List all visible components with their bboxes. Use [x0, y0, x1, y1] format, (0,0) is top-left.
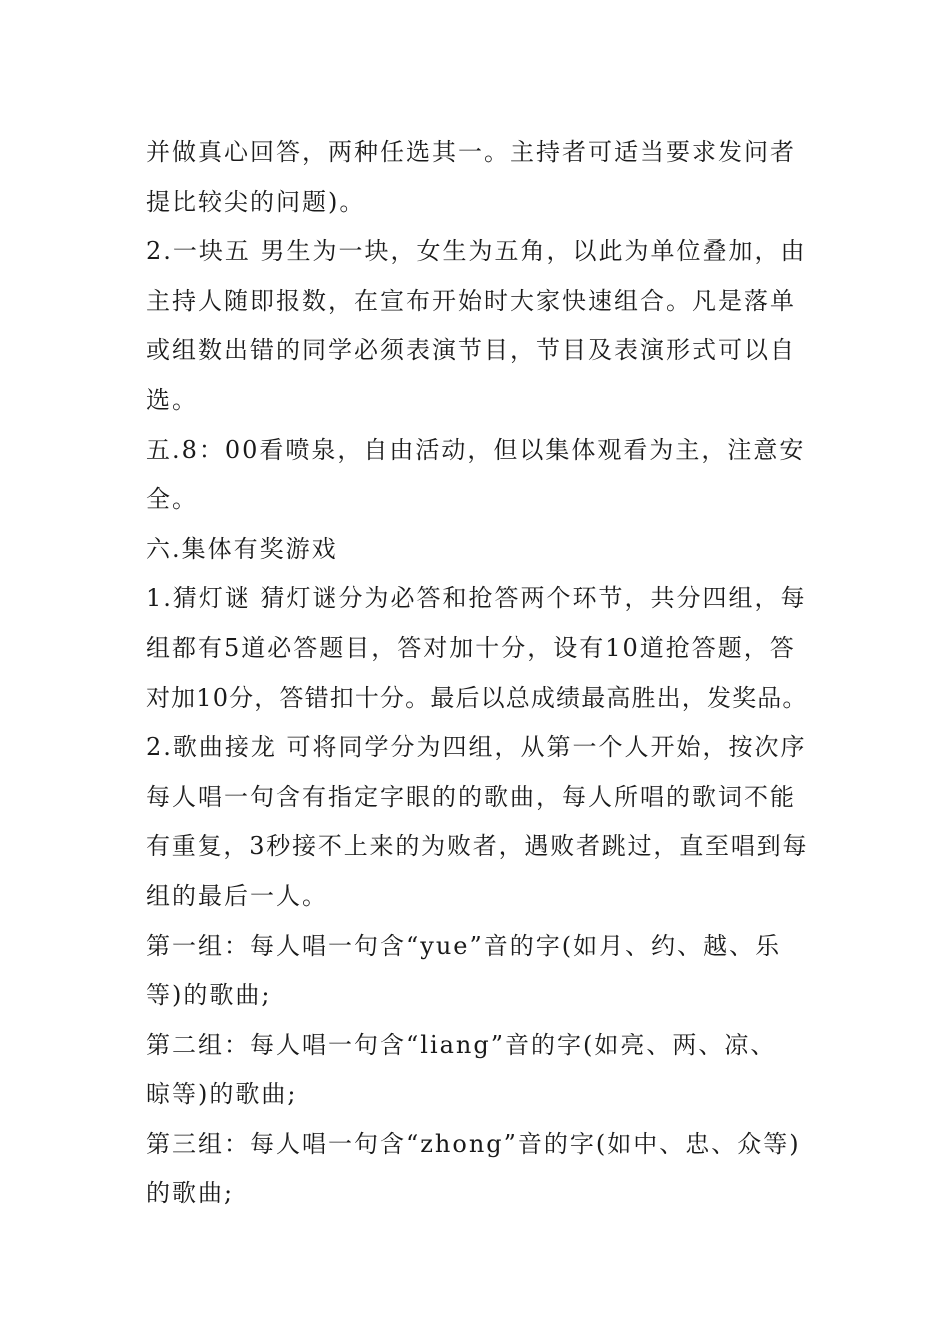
text-line: 有重复，3秒接不上来的为败者，遇败者跳过，直至唱到每 — [146, 832, 809, 861]
text-line: 组的最后一人。 — [146, 881, 328, 910]
text-line: 1.猜灯谜 猜灯谜分为必答和抢答两个环节，共分四组，每 — [146, 584, 807, 613]
text-line: 或组数出错的同学必须表演节目，节目及表演形式可以自 — [146, 336, 796, 365]
text-line: 五.8：00看喷泉，自由活动，但以集体观看为主，注意安 — [146, 435, 806, 464]
text-line: 选。 — [146, 385, 198, 414]
document-body — [146, 128, 808, 1219]
text-line: 第三组：每人唱一句含“zhong”音的字(如中、忠、众等) — [146, 1129, 801, 1158]
section-heading: 六.集体有奖游戏 — [146, 534, 338, 563]
text-line: 每人唱一句含有指定字眼的的歌曲，每人所唱的歌词不能 — [146, 782, 796, 811]
text-line: 主持人随即报数，在宣布开始时大家快速组合。凡是落单 — [146, 286, 796, 315]
text-line: 并做真心回答，两种任选其一。主持者可适当要求发问者 — [146, 138, 796, 166]
text-line: 对加10分，答错扣十分。最后以总成绩最高胜出，发奖品。 — [146, 683, 808, 712]
text-line: 组都有5道必答题目，答对加十分，设有10道抢答题，答 — [146, 633, 796, 662]
text-line: 等)的歌曲; — [146, 981, 272, 1010]
text-line: 全。 — [146, 485, 198, 514]
text-line: 第二组：每人唱一句含“liang”音的字(如亮、两、凉、 — [146, 1030, 777, 1059]
text-line: 第一组：每人唱一句含“yue”音的字(如月、约、越、乐 — [146, 931, 782, 960]
text-line: 2.一块五 男生为一块，女生为五角，以此为单位叠加，由 — [146, 237, 807, 266]
text-line: 2.歌曲接龙 可将同学分为四组，从第一个人开始，按次序 — [146, 733, 807, 762]
text-line: 提比较尖的问题)。 — [146, 187, 366, 216]
text-line: 的歌曲; — [146, 1179, 235, 1208]
text-line: 晾等)的歌曲; — [146, 1080, 298, 1109]
